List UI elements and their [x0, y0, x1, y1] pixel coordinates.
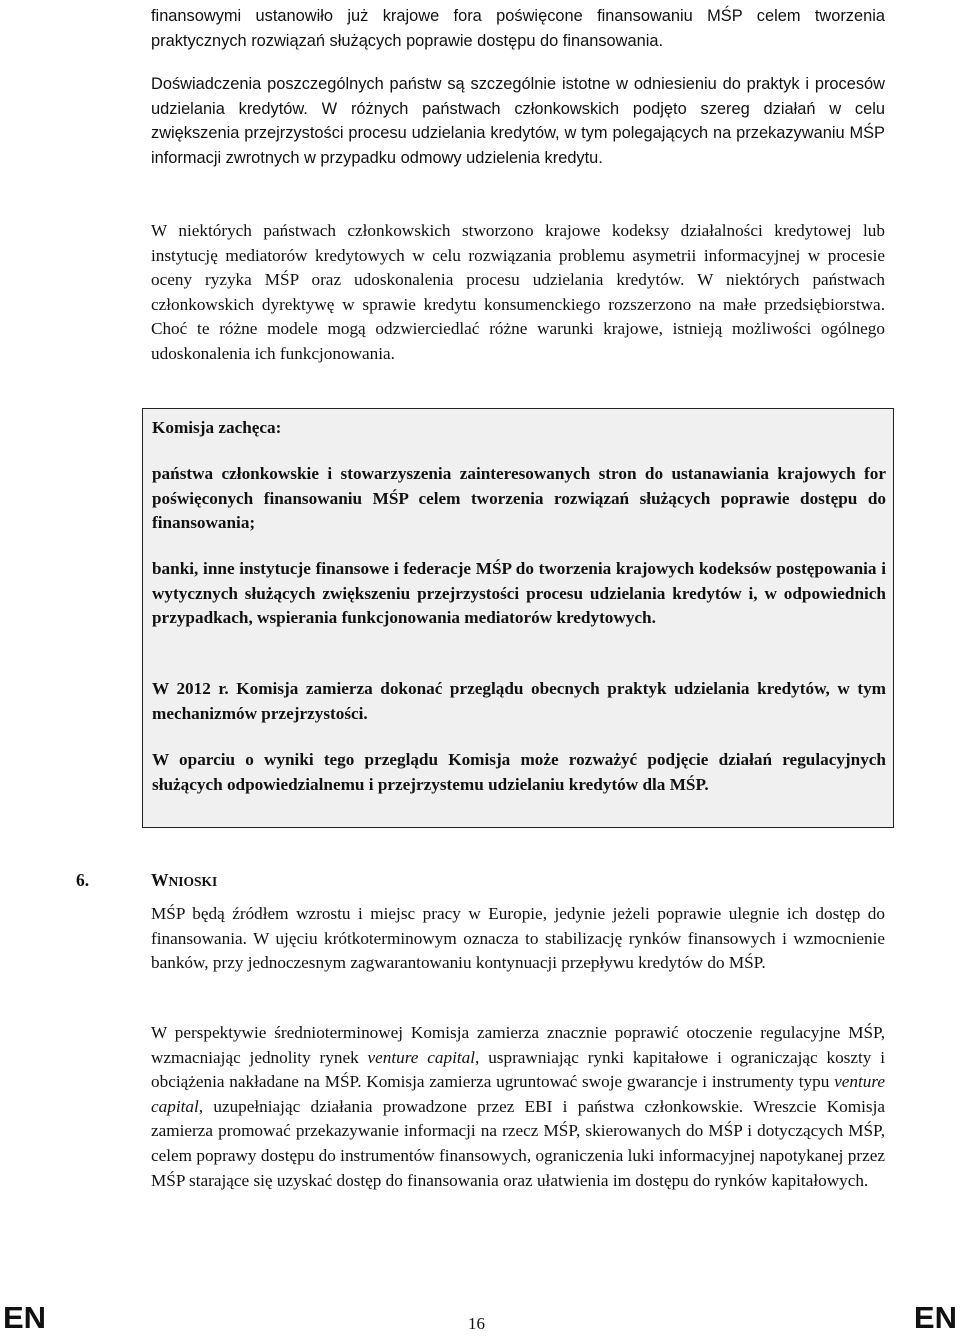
paragraph-continuation: finansowymi ustanowiło już krajowe fora poświęcone finansowaniu MŚP celem tworzenia praktycznych rozwiązań służących poprawie dostępu do finansowania. [151, 7, 885, 50]
section-title: WNIOSKI [151, 870, 218, 890]
paragraph-credit-codes: W niektórych państwach członkowskich stworzono krajowe kodeksy działalności kredytowej lub instytucję mediatorów kredytowych w celu rozwiązania problemu asymetrii informacyjnej w procesie oceny ryzyka MŚP oraz udoskonalenia procesu udzielania kredytów. W niektórych państwach członkowskich dyrektywę w sprawie kredytu konsumenckiego rozszerzono na małe przedsiębiorstwa. Choć te różne modele mogą odzwierciedlać różne warunki krajowe, istnieją możliwości ogólnego udoskonalenia ich funkcjonowania. [151, 221, 885, 363]
section-number: 6. [76, 870, 90, 890]
box-item-member-states: państwa członkowskie i stowarzyszenia zainteresowanych stron do ustanawiania krajowych for poświęconych finansowaniu MŚP celem tworzenia rozwiązań służących poprawie dostępu do finansowania; [152, 464, 886, 533]
box-item-review-2012: W 2012 r. Komisja zamierza dokonać przeglądu obecnych praktyk udzielania kredytów, w tym mechanizmów przejrzystości. [152, 679, 886, 723]
paragraph-conclusions-1: MŚP będą źródłem wzrostu i miejsc pracy w Europie, jedynie jeżeli poprawie ulegnie ich dostęp do finansowania. W ujęciu krótkoterminowym oznacza to stabilizację rynków finansowych i wzmocnienie banków, przy jednoczesnym zagwarantowaniu kontynuacji przepływu kredytów do MŚP. [151, 904, 885, 973]
box-heading: Komisja zachęca: [152, 418, 282, 437]
paragraph-experiences: Doświadczenia poszczególnych państw są szczególnie istotne w odniesieniu do praktyk i procesów udzielania kredytów. W różnych państwach członkowskich podjęto szereg działań w celu zwiększenia przejrzystości procesu udzielania kredytów, w tym polegających na przekazywaniu MŚP informacji zwrotnych w przypadku odmowy udzielenia kredytu. [151, 75, 885, 167]
box-item-banks: banki, inne instytucje finansowe i federacje MŚP do tworzenia krajowych kodeksów postępowania i wytycznych służących zwiększeniu przejrzystości procesu udzielania kredytów i, w odpowiednich przypadkach, wspierania funkcjonowania mediatorów kredytowych. [152, 559, 886, 628]
box-item-regulatory: W oparciu o wyniki tego przeglądu Komisja może rozważyć podjęcie działań regulacyjnych służących odpowiedzialnemu i przejrzystemu udzielaniu kredytów dla MŚP. [152, 750, 886, 794]
footer-language-left: EN [3, 1300, 47, 1335]
commission-box [142, 408, 894, 828]
footer-language-right: EN [913, 1300, 957, 1335]
paragraph-conclusions-2: W perspektywie średnioterminowej Komisja zamierza znacznie poprawić otoczenie regulacyjne MŚP, wzmacniając jednolity rynek venture capital, usprawniając rynki kapitałowe i ograniczając koszty i obciążenia nakładane na MŚP. Komisja zamierza ugruntować swoje gwarancje i instrumenty typu venture capital, uzupełniając działania prowadzone przez EBI i państwa członkowskie. Wreszcie Komisja zamierza promować przekazywanie informacji na rzecz MŚP, skierowanych do MŚP i dotyczących MŚP, celem poprawy dostępu do instrumentów finansowych, ograniczenia luki informacyjnej napotykanej przez MŚP starające się uzyskać dostęp do finansowania oraz ułatwienia im dostępu do rynków kapitałowych. [151, 1023, 885, 1190]
page-number: 16 [468, 1314, 485, 1333]
